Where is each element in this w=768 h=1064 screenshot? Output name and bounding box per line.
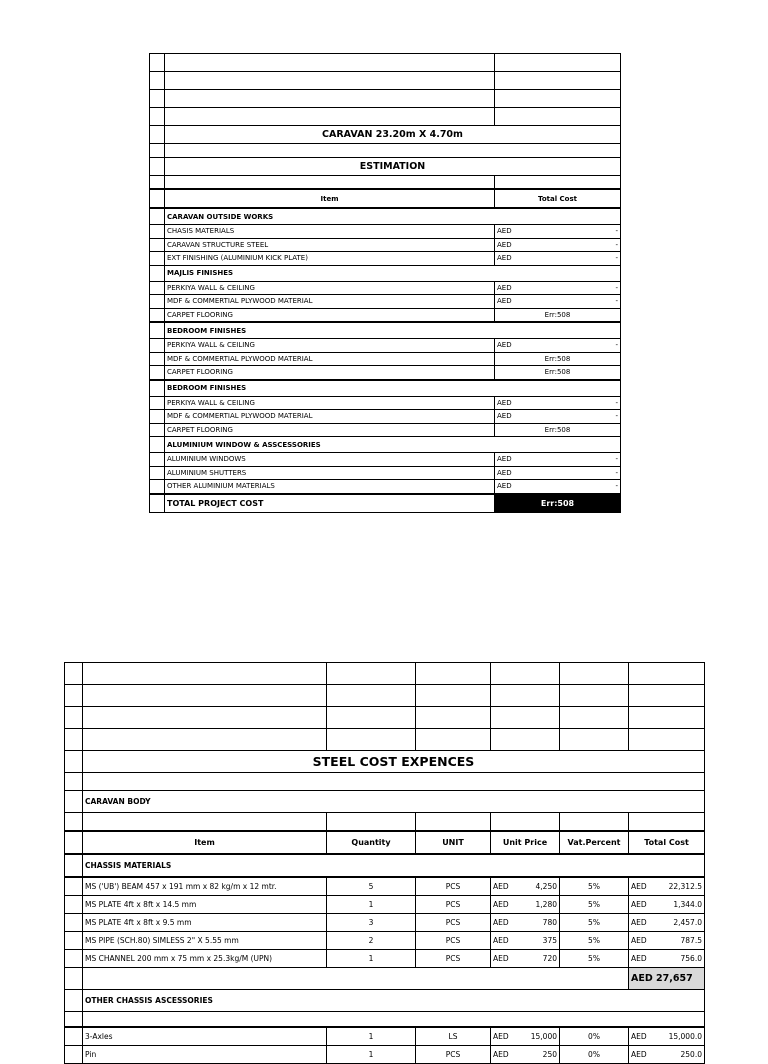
currency: AED: [631, 1050, 647, 1059]
cell[interactable]: [150, 225, 165, 239]
value: -: [615, 412, 618, 421]
group-title[interactable]: OTHER CHASSIS ASCESSORIES: [83, 990, 705, 1012]
row-cost[interactable]: [495, 453, 621, 467]
row-item[interactable]: CARPET FLOORING: [165, 308, 495, 322]
cell[interactable]: [491, 663, 560, 685]
header-quantity[interactable]: Quantity: [327, 831, 416, 854]
cell[interactable]: [150, 295, 165, 309]
currency: AED: [497, 341, 512, 350]
row-cost[interactable]: [495, 252, 621, 266]
cell[interactable]: [150, 252, 165, 266]
currency: AED: [631, 1032, 647, 1041]
cell[interactable]: [65, 1046, 83, 1064]
row-item[interactable]: EXT FINISHING (ALUMINIUM KICK PLATE): [165, 252, 495, 266]
currency: AED: [497, 412, 512, 421]
cell[interactable]: [150, 494, 165, 513]
row-item[interactable]: Pin: [83, 1046, 327, 1064]
cell[interactable]: [629, 707, 705, 729]
cell[interactable]: [83, 773, 705, 791]
cell[interactable]: [165, 144, 621, 158]
cell[interactable]: [65, 1027, 83, 1046]
cell[interactable]: [83, 663, 327, 685]
currency: AED: [493, 918, 509, 927]
cell[interactable]: [65, 877, 83, 896]
cell[interactable]: [150, 281, 165, 295]
cell[interactable]: [327, 813, 416, 832]
cell[interactable]: [150, 366, 165, 380]
cell[interactable]: [495, 54, 621, 72]
cell[interactable]: [150, 339, 165, 353]
row-qty[interactable]: 1: [327, 896, 416, 914]
row-item[interactable]: MDF & COMMERTIAL PLYWOOD MATERIAL: [165, 295, 495, 309]
row-item[interactable]: CHASIS MATERIALS: [165, 225, 495, 239]
cell[interactable]: [83, 813, 327, 832]
cell[interactable]: [150, 396, 165, 410]
currency: AED: [631, 882, 647, 891]
cell[interactable]: [150, 466, 165, 480]
row-price[interactable]: [491, 932, 560, 950]
price: 4,250: [535, 882, 557, 891]
cell[interactable]: [65, 950, 83, 968]
group-title[interactable]: CHASSIS MATERIALS: [83, 854, 705, 877]
cell[interactable]: [629, 729, 705, 751]
row-vat[interactable]: 5%: [560, 877, 629, 896]
cell[interactable]: [150, 157, 165, 175]
total: 15,000.0: [668, 1032, 702, 1041]
cell[interactable]: [65, 968, 83, 990]
cell[interactable]: [83, 729, 327, 751]
cell[interactable]: [150, 54, 165, 72]
row-cost[interactable]: Err:508: [495, 366, 621, 380]
row-price[interactable]: [491, 950, 560, 968]
cell[interactable]: [327, 685, 416, 707]
row-cost[interactable]: [495, 238, 621, 252]
cell[interactable]: [560, 707, 629, 729]
row-item[interactable]: MS PLATE 4ft x 8ft x 14.5 mm: [83, 896, 327, 914]
row-item[interactable]: MS ('UB') BEAM 457 x 191 mm x 82 kg/m x 12 mtr.: [83, 877, 327, 896]
cell[interactable]: [150, 322, 165, 339]
section-title[interactable]: ALUMINIUM WINDOW & ASSCESSORIES: [165, 437, 621, 453]
row-qty[interactable]: 1: [327, 950, 416, 968]
currency: AED: [493, 1032, 509, 1041]
currency: AED: [497, 455, 512, 464]
row-price[interactable]: [491, 1027, 560, 1046]
total: 250.0: [680, 1050, 702, 1059]
header-vat-percent[interactable]: Vat.Percent: [560, 831, 629, 854]
currency: AED: [631, 936, 647, 945]
cell[interactable]: [150, 126, 165, 144]
cell[interactable]: [495, 72, 621, 90]
row-vat[interactable]: 5%: [560, 932, 629, 950]
row-item[interactable]: PERKIYA WALL & CEILING: [165, 281, 495, 295]
cell[interactable]: [495, 108, 621, 126]
section-title[interactable]: MAJLIS FINISHES: [165, 265, 621, 281]
header-total-cost[interactable]: Total Cost: [495, 189, 621, 208]
row-vat[interactable]: 0%: [560, 1027, 629, 1046]
cell[interactable]: [65, 729, 83, 751]
cell[interactable]: [150, 238, 165, 252]
cell[interactable]: [150, 480, 165, 494]
cell[interactable]: [65, 751, 83, 773]
currency: AED: [497, 297, 512, 306]
row-item[interactable]: ALUMINIUM WINDOWS: [165, 453, 495, 467]
row-cost[interactable]: [495, 281, 621, 295]
row-cost[interactable]: [495, 480, 621, 494]
row-item[interactable]: MS PLATE 4ft x 8ft x 9.5 mm: [83, 914, 327, 932]
cell[interactable]: [165, 54, 495, 72]
cell[interactable]: [416, 813, 491, 832]
cell[interactable]: [560, 663, 629, 685]
cell[interactable]: [150, 437, 165, 453]
steel-cost-table: [64, 662, 705, 1064]
value: -: [615, 468, 618, 477]
price: 15,000: [530, 1032, 557, 1041]
value: -: [615, 227, 618, 236]
row-item[interactable]: 3-Axles: [83, 1027, 327, 1046]
currency: AED: [493, 882, 509, 891]
row-unit[interactable]: PCS: [416, 896, 491, 914]
cell[interactable]: [65, 914, 83, 932]
row-cost[interactable]: Err:508: [495, 352, 621, 366]
row-unit[interactable]: PCS: [416, 932, 491, 950]
currency: AED: [493, 1050, 509, 1059]
price: 780: [542, 918, 557, 927]
currency: AED: [631, 918, 647, 927]
cell[interactable]: [416, 729, 491, 751]
row-item[interactable]: MS PIPE (SCH.80) SIMLESS 2" X 5.55 mm: [83, 932, 327, 950]
cell[interactable]: [65, 1012, 83, 1028]
row-cost[interactable]: [495, 410, 621, 424]
row-qty[interactable]: 2: [327, 932, 416, 950]
cell[interactable]: [165, 72, 495, 90]
section-title[interactable]: CARAVAN OUTSIDE WORKS: [165, 208, 621, 225]
value: -: [615, 254, 618, 263]
row-item[interactable]: ALUMINIUM SHUTTERS: [165, 466, 495, 480]
value: -: [615, 455, 618, 464]
currency: AED: [631, 954, 647, 963]
row-item[interactable]: CARPET FLOORING: [165, 423, 495, 437]
cell[interactable]: [65, 707, 83, 729]
value: -: [615, 341, 618, 350]
row-total[interactable]: [629, 950, 705, 968]
currency: AED: [493, 900, 509, 909]
row-unit[interactable]: PCS: [416, 1046, 491, 1064]
row-price[interactable]: [491, 1046, 560, 1064]
value: -: [615, 297, 618, 306]
estimation-table: [149, 53, 621, 513]
section-caravan-body[interactable]: CARAVAN BODY: [83, 791, 705, 813]
cell[interactable]: [150, 308, 165, 322]
row-item[interactable]: CARAVAN STRUCTURE STEEL: [165, 238, 495, 252]
row-item[interactable]: PERKIYA WALL & CEILING: [165, 396, 495, 410]
currency: AED: [497, 398, 512, 407]
cell[interactable]: [560, 729, 629, 751]
cell[interactable]: [150, 352, 165, 366]
total-project-cost-label[interactable]: TOTAL PROJECT COST: [165, 494, 495, 513]
row-cost[interactable]: [495, 225, 621, 239]
total: 1,344.0: [673, 900, 702, 909]
cell[interactable]: [150, 380, 165, 397]
row-vat[interactable]: 5%: [560, 914, 629, 932]
cell[interactable]: [491, 813, 560, 832]
cell[interactable]: [83, 1012, 705, 1028]
cell[interactable]: [150, 72, 165, 90]
currency: AED: [497, 240, 512, 249]
cell[interactable]: [150, 144, 165, 158]
row-cost[interactable]: Err:508: [495, 308, 621, 322]
row-vat[interactable]: 5%: [560, 896, 629, 914]
cell[interactable]: [491, 707, 560, 729]
cell[interactable]: [560, 813, 629, 832]
value: -: [615, 283, 618, 292]
cell[interactable]: [65, 831, 83, 854]
header-unit-price[interactable]: Unit Price: [491, 831, 560, 854]
currency: AED: [497, 482, 512, 491]
row-cost[interactable]: [495, 339, 621, 353]
currency: AED: [497, 254, 512, 263]
section-title[interactable]: BEDROOM FINISHES: [165, 322, 621, 339]
cell[interactable]: [83, 968, 629, 990]
cell[interactable]: [327, 663, 416, 685]
value: -: [615, 482, 618, 491]
row-item[interactable]: MS CHANNEL 200 mm x 75 mm x 25.3kg/M (UPN): [83, 950, 327, 968]
total-project-cost-value[interactable]: Err:508: [495, 494, 621, 513]
row-item[interactable]: OTHER ALUMINIUM MATERIALS: [165, 480, 495, 494]
price: 375: [542, 936, 557, 945]
price: 250: [542, 1050, 557, 1059]
cell[interactable]: [416, 663, 491, 685]
estimation-subtitle[interactable]: ESTIMATION: [165, 157, 621, 175]
cell[interactable]: [150, 108, 165, 126]
cell[interactable]: [165, 90, 495, 108]
total: 787.5: [680, 936, 702, 945]
cell[interactable]: [65, 990, 83, 1012]
row-qty[interactable]: 1: [327, 1027, 416, 1046]
row-total[interactable]: [629, 877, 705, 896]
row-total[interactable]: [629, 932, 705, 950]
currency: AED: [631, 900, 647, 909]
cell[interactable]: [150, 453, 165, 467]
row-item[interactable]: PERKIYA WALL & CEILING: [165, 339, 495, 353]
row-vat[interactable]: 5%: [560, 950, 629, 968]
estimation-title[interactable]: CARAVAN 23.20m X 4.70m: [165, 126, 621, 144]
cell[interactable]: [327, 729, 416, 751]
header-item[interactable]: Item: [83, 831, 327, 854]
total: 22,312.5: [668, 882, 702, 891]
row-unit[interactable]: LS: [416, 1027, 491, 1046]
row-item[interactable]: CARPET FLOORING: [165, 366, 495, 380]
cell[interactable]: [416, 707, 491, 729]
row-total[interactable]: [629, 1046, 705, 1064]
cell[interactable]: [491, 729, 560, 751]
currency: AED: [493, 954, 509, 963]
row-total[interactable]: [629, 914, 705, 932]
section-title[interactable]: BEDROOM FINISHES: [165, 380, 621, 397]
total: 756.0: [680, 954, 702, 963]
row-item[interactable]: MDF & COMMERTIAL PLYWOOD MATERIAL: [165, 410, 495, 424]
row-unit[interactable]: PCS: [416, 914, 491, 932]
row-total[interactable]: [629, 1027, 705, 1046]
cell[interactable]: [65, 813, 83, 832]
row-price[interactable]: [491, 877, 560, 896]
cell[interactable]: [150, 189, 165, 208]
cell[interactable]: [65, 896, 83, 914]
row-qty[interactable]: 5: [327, 877, 416, 896]
cell[interactable]: [65, 663, 83, 685]
row-unit[interactable]: PCS: [416, 950, 491, 968]
steel-title[interactable]: STEEL COST EXPENCES: [83, 751, 705, 773]
currency: AED: [497, 468, 512, 477]
cell[interactable]: [65, 932, 83, 950]
cell[interactable]: [65, 791, 83, 813]
cell[interactable]: [150, 90, 165, 108]
row-total[interactable]: [629, 896, 705, 914]
row-cost[interactable]: [495, 466, 621, 480]
cell[interactable]: [65, 773, 83, 791]
header-unit[interactable]: UNIT: [416, 831, 491, 854]
row-cost[interactable]: Err:508: [495, 423, 621, 437]
cell[interactable]: [327, 707, 416, 729]
cell[interactable]: [83, 707, 327, 729]
cell[interactable]: [495, 90, 621, 108]
row-vat[interactable]: 0%: [560, 1046, 629, 1064]
cell[interactable]: [165, 175, 495, 189]
row-item[interactable]: MDF & COMMERTIAL PLYWOOD MATERIAL: [165, 352, 495, 366]
cell[interactable]: [629, 685, 705, 707]
cell[interactable]: [150, 423, 165, 437]
cell[interactable]: [150, 265, 165, 281]
row-qty[interactable]: 3: [327, 914, 416, 932]
row-price[interactable]: [491, 896, 560, 914]
cell[interactable]: [150, 208, 165, 225]
chassis-subtotal[interactable]: AED 27,657: [629, 968, 705, 990]
cell[interactable]: [165, 108, 495, 126]
cell[interactable]: [65, 854, 83, 877]
row-cost[interactable]: [495, 295, 621, 309]
cell[interactable]: [495, 175, 621, 189]
price: 1,280: [535, 900, 557, 909]
cell[interactable]: [560, 685, 629, 707]
total: 2,457.0: [673, 918, 702, 927]
cell[interactable]: [629, 663, 705, 685]
row-cost[interactable]: [495, 396, 621, 410]
currency: AED: [497, 283, 512, 292]
cell[interactable]: [65, 685, 83, 707]
cell[interactable]: [83, 685, 327, 707]
row-qty[interactable]: 1: [327, 1046, 416, 1064]
cell[interactable]: [629, 813, 705, 832]
header-item[interactable]: Item: [165, 189, 495, 208]
row-price[interactable]: [491, 914, 560, 932]
cell[interactable]: [491, 685, 560, 707]
currency: AED: [493, 936, 509, 945]
price: 720: [542, 954, 557, 963]
value: -: [615, 240, 618, 249]
header-total-cost[interactable]: Total Cost: [629, 831, 705, 854]
value: -: [615, 398, 618, 407]
row-unit[interactable]: PCS: [416, 877, 491, 896]
cell[interactable]: [416, 685, 491, 707]
cell[interactable]: [150, 410, 165, 424]
currency: AED: [497, 227, 512, 236]
cell[interactable]: [150, 175, 165, 189]
